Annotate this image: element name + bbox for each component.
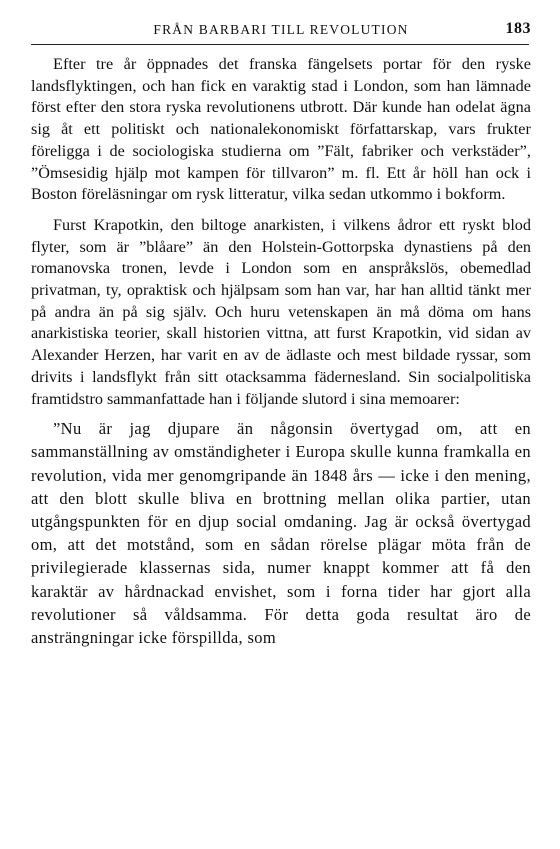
paragraph-memoir-quote: ”Nu är jag djupare än någonsin övertygad om, att en sammanställning av omständigheter i Europa skulle kunna framkalla en revolution, vida mer genomgripande än 1848 års — icke i den mening, att den blott skulle bliva en brottning mellan olika partier, utan utgångspunkten för en djup social omdaning. Jag är också övertygad om, att det motstånd, som en sådan rörelse plägar möta från de privilegierade klassernas sida, numer knappt kommer att få den karaktär av hårdnackad envishet, som i forna tider har gjort alla revolutioner så våldsamma. För detta goda resultat äro de ansträngningar icke förspillda, som [31,419,531,648]
page-number: 183 [505,20,531,37]
running-title: FRÅN BARBARI TILL REVOLUTION [153,22,409,37]
running-header [31,18,531,40]
paragraph-exile-london: Efter tre år öppnades det franska fängelsets portar för den ryske landsflyktingen, och han fick en varaktig stad i London, som han lämnade först efter den stora ryska revolutionens utbrott. Där kunde han odelat ägna sig åt ett politiskt och nationalekonomiskt författarskap, vars frukter föreligga i de sociologiska studierna om ”Fält, fabriker och verkstäder”, ”Ömsesidig hjälp mot kampen för tillvaron” m. fl. Ett år höll han ock i Boston föreläsningar om rysk litteratur, vilka sedan utkommo i bokform. [31,55,531,204]
page-content [31,18,531,648]
body-text [31,54,531,649]
paragraph-krapotkin: Furst Krapotkin, den biltoge anarkisten, i vilkens ådror ett ryskt blod flyter, som är ”blåare” än den Holstein-Gottorpska dynastiens på den romanovska tronen, levde i London som en anspråkslös, obemedlad privatman, ty, opraktisk och hjälpsam som han var, har han alltid tänkt mer på andra än på sig själv. Och huru vetenskapen än må döma om hans anarkistiska teorier, skall historien vittna, att furst Krapotkin, vid sidan av Alexander Herzen, har varit en av de ädlaste och mest bildade ryssar, som drivits i landsflykt från sitt otacksamma fädernesland. Sin socialpolitiska framtidstro sammanfattade han i följande slutord i sina memoarer: [31,215,531,408]
header-rule [31,44,529,45]
